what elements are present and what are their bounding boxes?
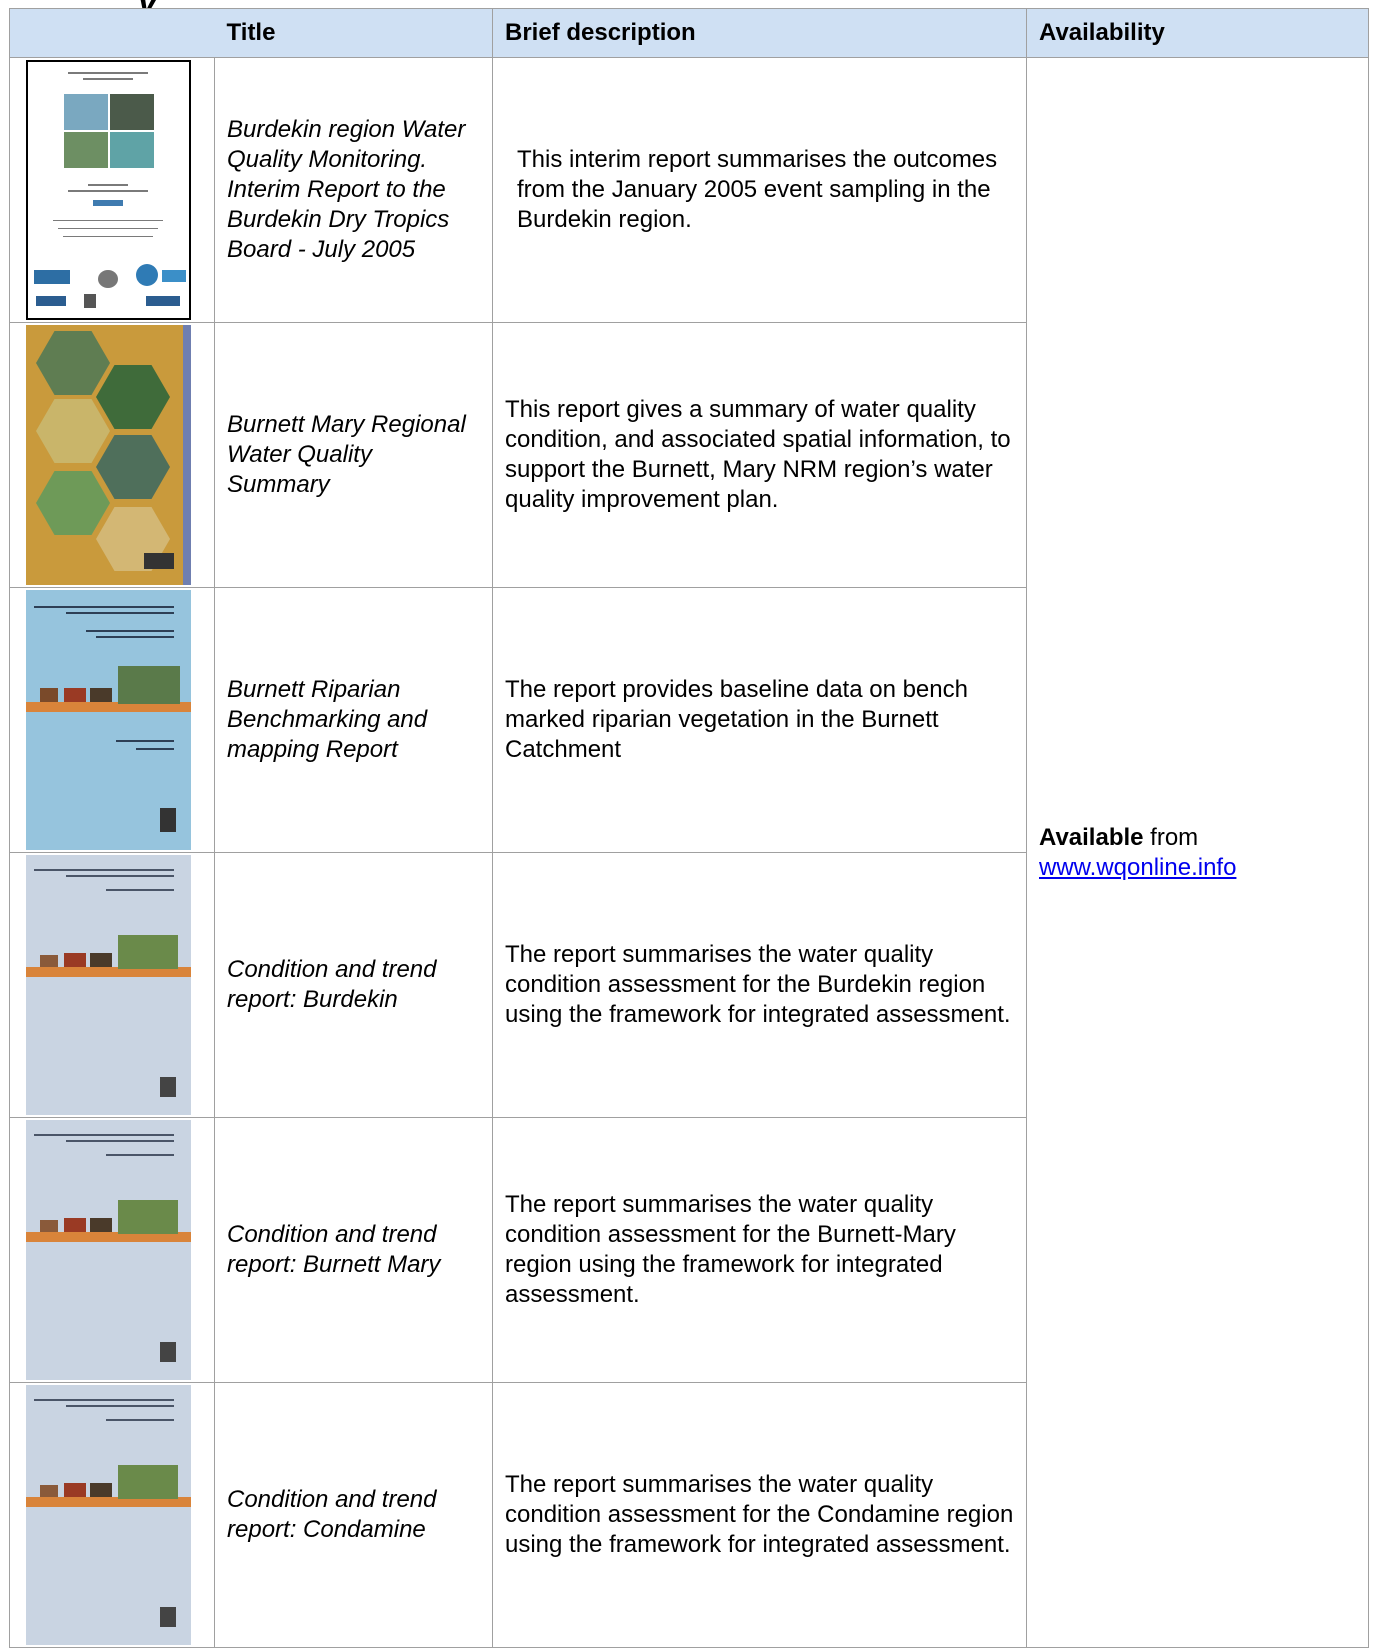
report-cover-grey-icon <box>26 855 191 1115</box>
report-description: The report summarises the water quality condition assessment for the Burdekin region using the framework for integrated assessment. <box>493 853 1027 1118</box>
report-title: Burnett Riparian Benchmarking and mapping Report <box>215 588 493 853</box>
report-description: The report summarises the water quality condition assessment for the Burnett-Mary region using the framework for integrated assessment. <box>493 1118 1027 1383</box>
header-availability: Availability <box>1027 9 1369 58</box>
availability-cell <box>1027 58 1369 1648</box>
report-cover-white-icon <box>26 60 191 320</box>
report-description: The report provides baseline data on bench marked riparian vegetation in the Burnett Catchment <box>493 588 1027 853</box>
thumbnail-cell <box>10 588 215 853</box>
availability-label: Available <box>1039 823 1144 851</box>
report-description: This report gives a summary of water quality condition, and associated spatial information, to support the Burnett, Mary NRM region’s water quality improvement plan. <box>493 323 1027 588</box>
report-cover-grey-icon <box>26 1120 191 1380</box>
thumbnail-cell <box>10 58 215 323</box>
report-cover-grey-icon <box>26 1385 191 1645</box>
wqonline-link[interactable]: www.wqonline.info <box>1039 853 1237 881</box>
table-header-row <box>10 9 1369 58</box>
report-title: Condition and trend report: Condamine <box>215 1383 493 1648</box>
reports-table <box>9 8 1369 1648</box>
report-description: This interim report summarises the outcomes from the January 2005 event sampling in the Burdekin region. <box>493 58 1027 323</box>
thumbnail-cell <box>10 1118 215 1383</box>
report-title: Burnett Mary Regional Water Quality Summary <box>215 323 493 588</box>
report-cover-blue-icon <box>26 590 191 850</box>
table-row <box>10 58 1369 323</box>
report-description: The report summarises the water quality condition assessment for the Condamine region using the framework for integrated assessment. <box>493 1383 1027 1648</box>
thumbnail-cell <box>10 323 215 588</box>
report-title: Burdekin region Water Quality Monitoring. Interim Report to the Burdekin Dry Tropics Board - July 2005 <box>215 58 493 323</box>
thumbnail-cell <box>10 853 215 1118</box>
report-title: Condition and trend report: Burnett Mary <box>215 1118 493 1383</box>
header-description: Brief description <box>493 9 1027 58</box>
report-cover-hexagon-icon <box>26 325 191 585</box>
thumbnail-cell <box>10 1383 215 1648</box>
header-title: Title <box>10 9 493 58</box>
availability-from: from <box>1143 823 1199 851</box>
report-title: Condition and trend report: Burdekin <box>215 853 493 1118</box>
